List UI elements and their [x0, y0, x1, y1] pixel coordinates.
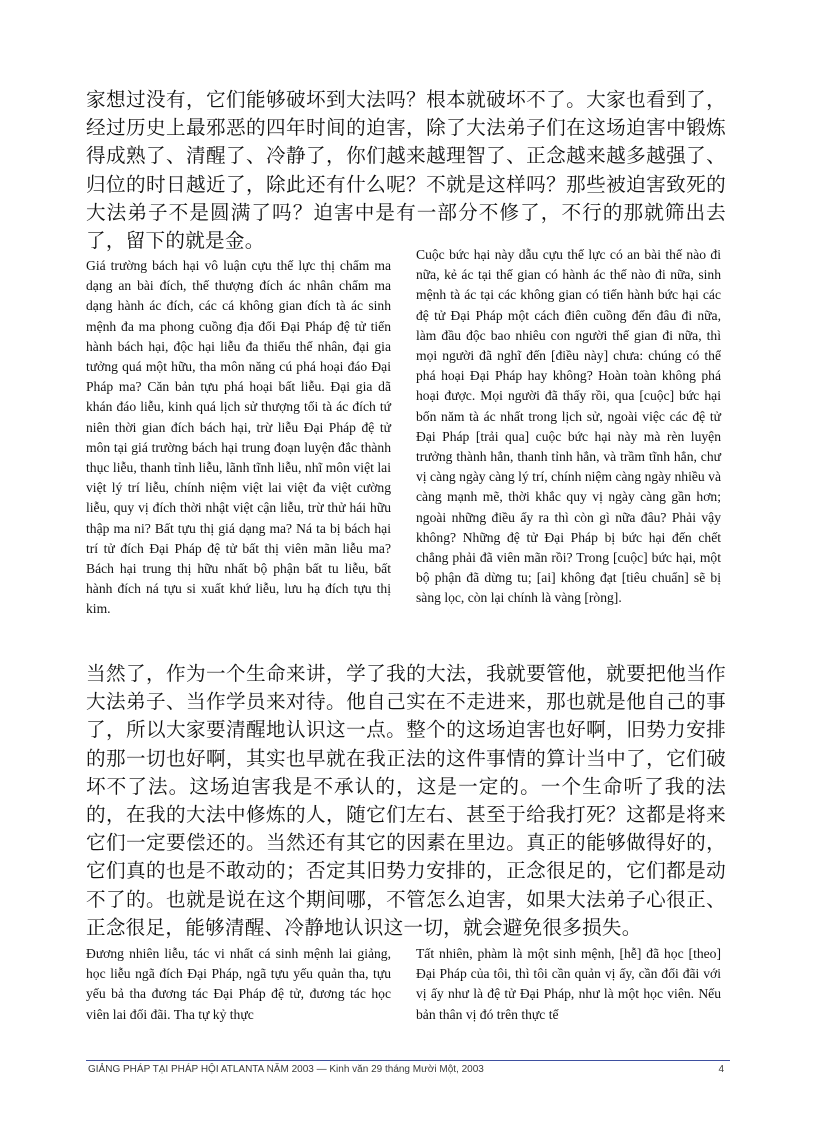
footer-title: GIẢNG PHÁP TẠI PHÁP HỘI ATLANTA NĂM 2003 — Kinh văn 29 tháng Mười Một, 2003 — [88, 1064, 484, 1075]
sino-vietnamese-paragraph-2: Đương nhiên liễu, tác vi nhất cá sinh mệnh lai giảng, học liễu ngã đích Đại Pháp, ngã tựu yếu quản tha, tựu yếu bả tha đương tác Đại Pháp đệ tử, đương tác học viên lai đối đãi. Tha tự kỷ thực — [86, 946, 391, 1022]
sino-vietnamese-paragraph-1: Giá trường bách hại vô luận cựu thế lực thị chẩm ma dạng an bài đích, thế thượng đích ác nhân chẩm ma dạng hành ác đích, các cá không gian đích tà ác sinh mệnh đa ma phong cuồng địa đối Đại Pháp đệ tử tiến hành bách hại, độc hại liễu đa thiểu thế nhân, đại gia tưởng quá một hữu, tha môn năng cú phá hoại đáo Đại Pháp ma? Căn bản tựu phá hoại bất liễu. Đại gia dã khán đáo liễu, kinh quá lịch sử thượng tối tà ác đích tứ niên thời gian đích bách hại, trừ liễu Đại Pháp đệ tử môn tại giá trường bách hại trung đoạn luyện đắc thành thục liễu, thanh tỉnh liễu, lãnh tĩnh liễu, nhĩ môn việt lai việt lý trí liễu, chính niệm việt lai việt đa việt cường liễu, quy vị đích thời nhật việt cận liễu, trừ thử hái hữu thập ma ni? Bất tựu thị giá dạng ma? Ná ta bị bách hại trí tử đích Đại Pháp đệ tử bất thị viên mãn liễu ma? Bách hại trung thị hữu nhất bộ phận bất tu liễu, bất hành đích ná tựu si xuất khứ liễu, lưu hạ đích tựu thị kim. — [86, 258, 391, 617]
vietnamese-paragraph-2: Tất nhiên, phàm là một sinh mệnh, [hễ] đã học [theo] Đại Pháp của tôi, thì tôi cần quản vị ấy, cần đối đãi với vị ấy như là đệ tử Đại Pháp, như là một học viên. Nếu bản thân vị đó trên thực tế — [416, 946, 721, 1022]
vietnamese-paragraph-1: Cuộc bức hại này dẫu cựu thế lực có an bài thế nào đi nữa, kẻ ác tại thế gian có hành ác thế nào đi nữa, sinh mệnh tà ác tại các không gian có tiến hành bức hại các đệ tử Đại Pháp một cách điên cuồng đến đâu đi nữa, làm đầu độc bao nhiêu con người thế gian đi nữa, thì mọi người đã nghĩ đến [điều này] chưa: chúng có thể phá hoại Đại Pháp hay không? Hoàn toàn không phá hoại được. Mọi người đã thấy rồi, qua [cuộc] bức hại bốn năm tà ác nhất trong lịch sử, ngoài việc các đệ tử Đại Pháp [trải qua] cuộc bức hại này mà rèn luyện trưởng thành hẳn, thanh tỉnh hẳn, và trầm tĩnh hẳn, chư vị càng ngày càng lý trí, chính niệm càng ngày nhiều và càng mạnh mẽ, thời khắc quy vị ngày càng gần hơn; ngoài những điều ấy ra thì còn gì nữa đâu? Phải vậy không? Những đệ tử Đại Pháp bị bức hại đến chết chẳng phải đã viên mãn rồi? Trong [cuộc] bức hại, một bộ phận đã dừng tu; [ai] không đạt [tiêu chuẩn] sẽ bị sàng lọc, còn lại chính là vàng [ròng]. — [416, 247, 721, 606]
chinese-paragraph-2: 当然了，作为一个生命来讲，学了我的大法，我就要管他，就要把他当作大法弟子、当作学员来对待。他自己实在不走进来，那也就是他自己的事了，所以大家要清醒地认识这一点。整个的这场迫害也好啊，旧势力安排的那一切也好啊，其实也早就在我正法的这件事情的算计当中了，它们破坏不了法。这场迫害我是不承认的，这是一定的。一个生命听了我的法的，在我的大法中修炼的人，随它们左右、甚至于给我打死？这都是将来它们一定要偿还的。当然还有其它的因素在里边。真正的能够做得好的，它们真的也是不敢动的；否定其旧势力安排的，正念很足的，它们都是动不了的。也就是说在这个期间哪，不管怎么迫害，如果大法弟子心很正、正念很足，能够清醒、冷静地认识这一切，就会避免很多损失。 — [86, 662, 726, 939]
chinese-paragraph-1: 家想过没有，它们能够破坏到大法吗？根本就破坏不了。大家也看到了，经过历史上最邪恶的四年时间的迫害，除了大法弟子们在这场迫害中锻炼得成熟了、清醒了、冷静了，你们越来越理智了、正念越来越多越强了、归位的时日越近了，除此还有什么呢？不就是这样吗？那些被迫害致死的大法弟子不是圆满了吗？迫害中是有一部分不修了，不行的那就筛出去了，留下的就是金。 — [86, 88, 726, 253]
page-number: 4 — [718, 1064, 724, 1075]
footer-divider — [86, 1060, 730, 1061]
